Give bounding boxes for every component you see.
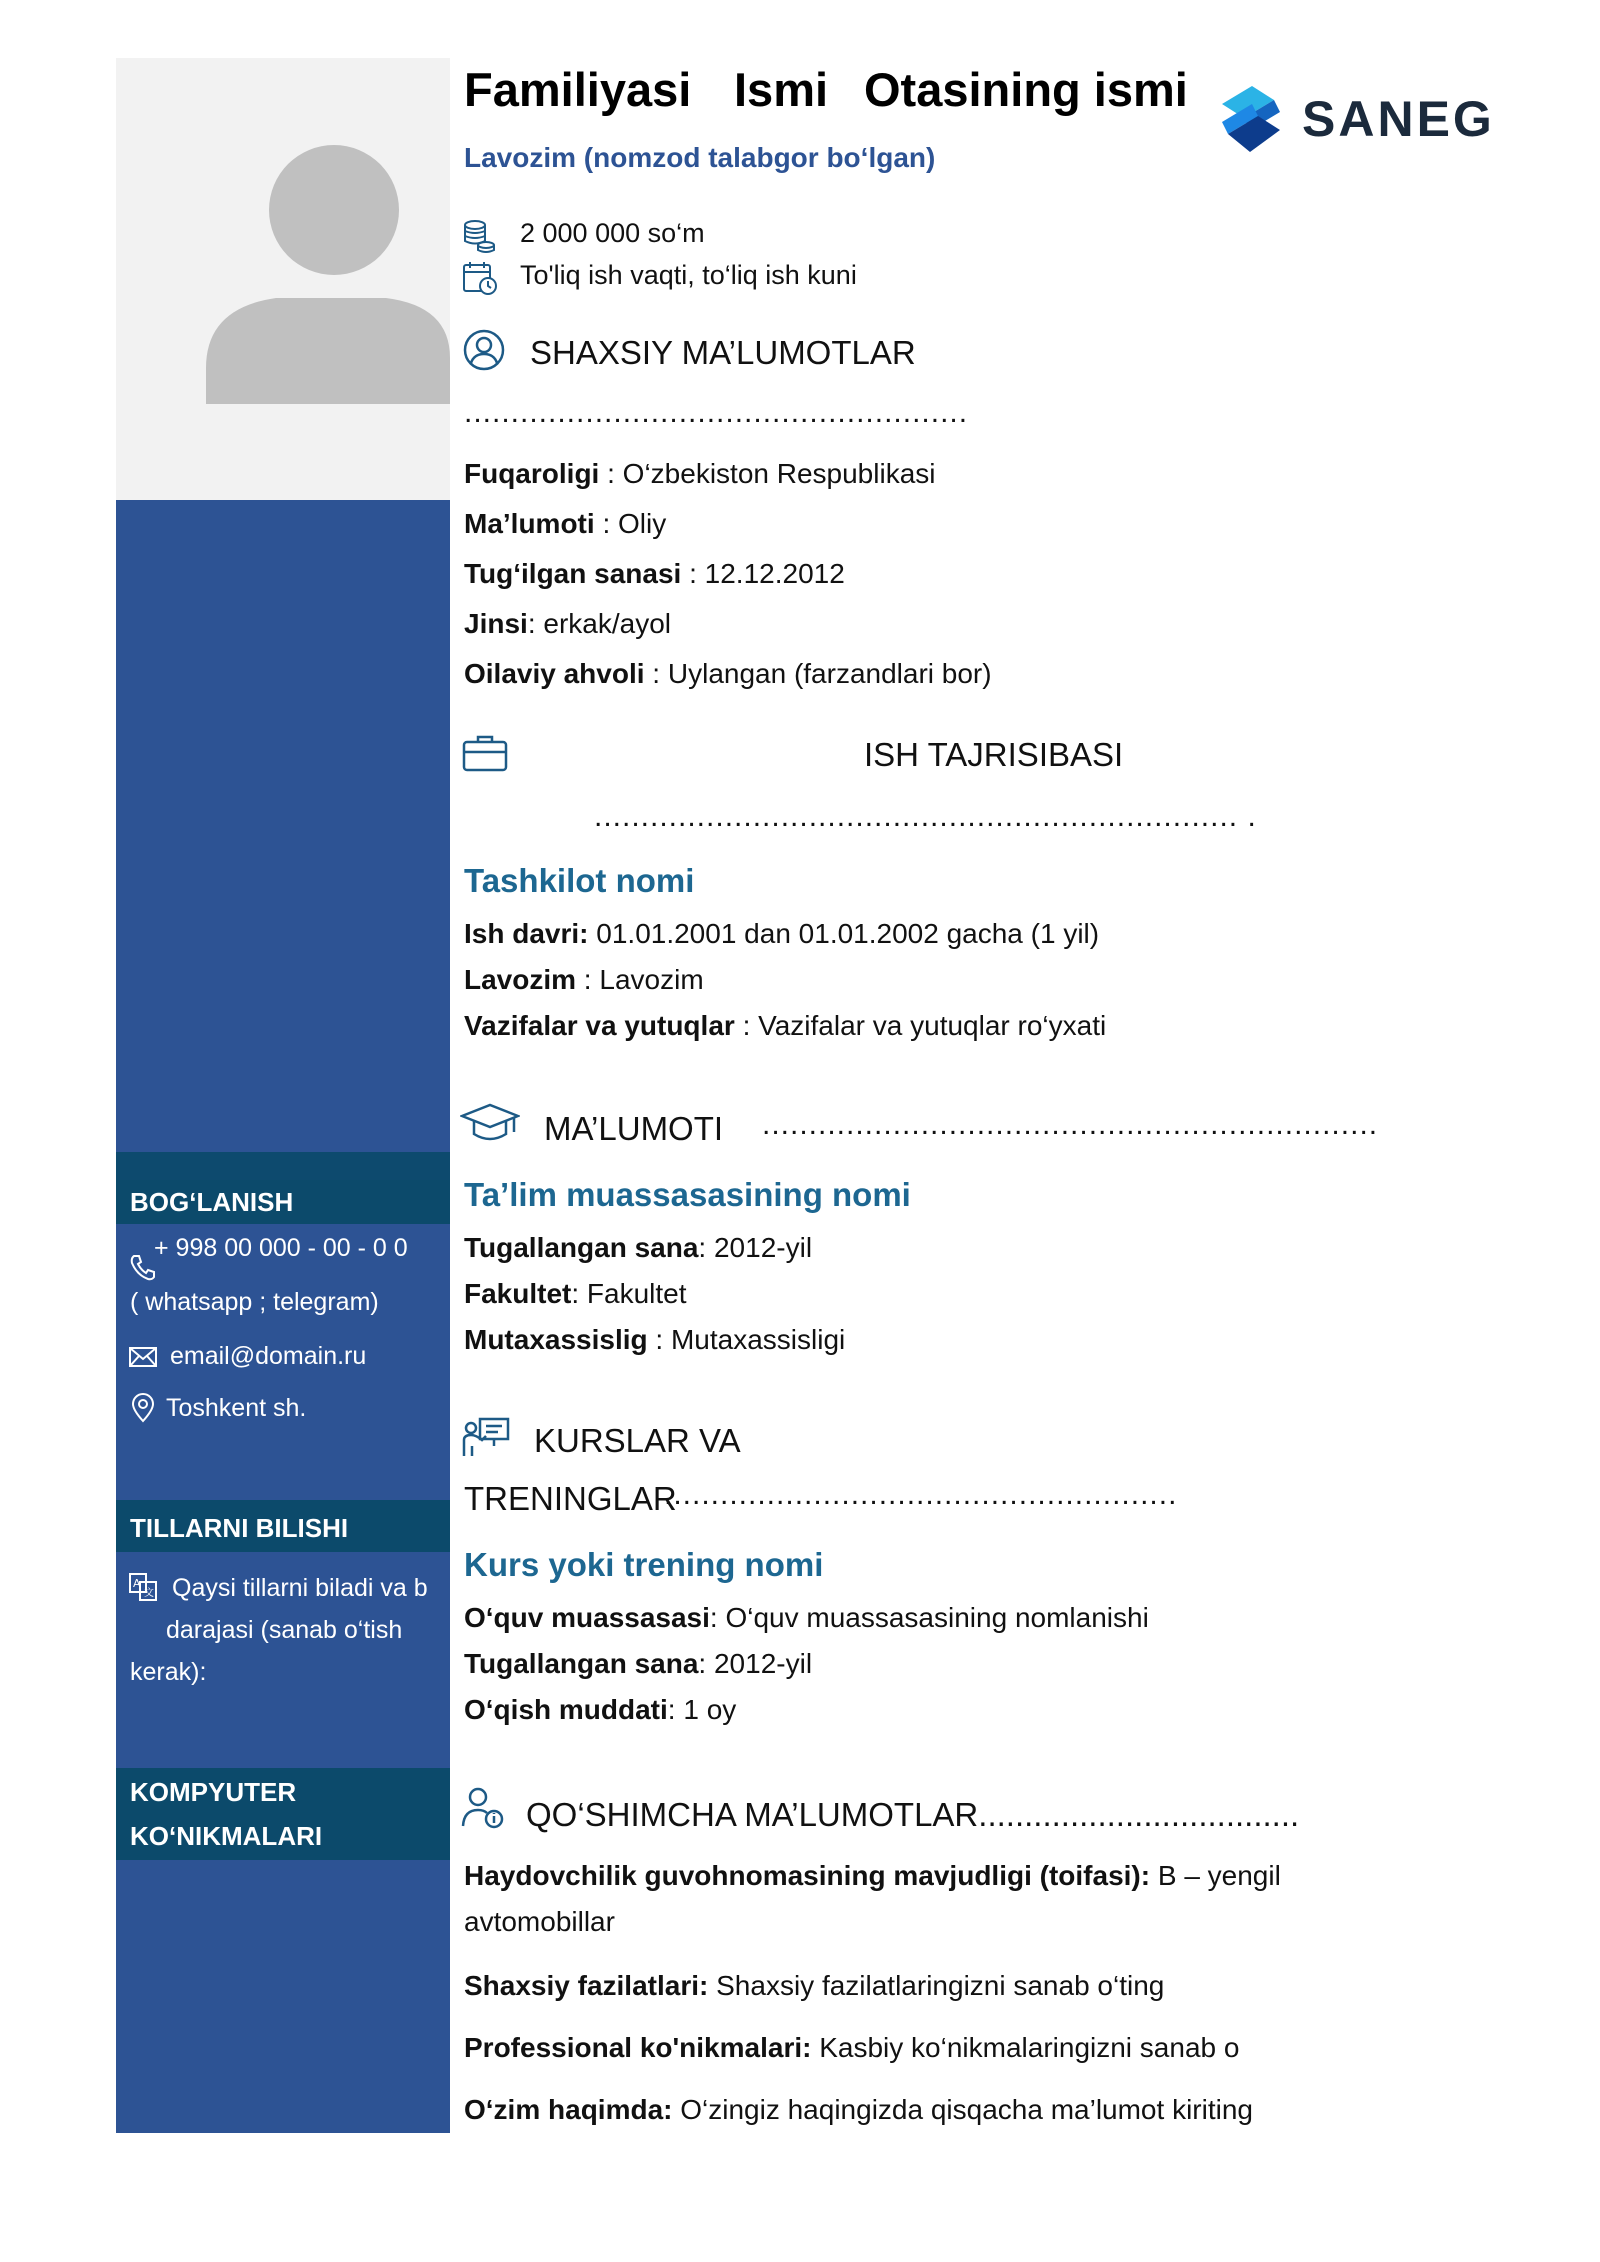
info-row-separator: :	[647, 1324, 671, 1355]
sidebar	[116, 500, 450, 2133]
languages-line3: kerak):	[130, 1658, 207, 1686]
briefcase-icon	[462, 734, 508, 772]
info-row-label: Jinsi	[464, 608, 528, 639]
work-schedule: To'liq ish vaqti, to‘liq ish kuni	[520, 260, 857, 290]
info-row-label: Ma’lumoti	[464, 508, 595, 539]
driving-license	[464, 1860, 1281, 1892]
personal-info-title: SHAXSIY MA’LUMOTLAR	[530, 334, 916, 371]
languages-heading: TILLARNI BILISHI	[116, 1500, 450, 1552]
info-row-value: Shaxsiy fazilatlaringizni sanab o‘ting	[708, 1970, 1165, 2001]
info-row	[464, 1970, 1164, 2002]
info-row	[464, 2032, 1239, 2064]
info-row-label: Ish davri:	[464, 918, 589, 949]
info-row-label: O‘qish muddati	[464, 1694, 668, 1725]
info-row	[464, 1324, 845, 1356]
info-row-label: Shaxsiy fazilatlari:	[464, 1970, 709, 2001]
info-row-separator: :	[576, 964, 600, 995]
contact-city: Toshkent sh.	[166, 1394, 307, 1422]
position-title: Lavozim (nomzod talabgor bo‘lgan)	[464, 142, 936, 173]
info-row	[464, 1010, 1106, 1042]
computer-skills-heading-line2: KO‘NIKMALARI	[130, 1821, 323, 1851]
location-pin-icon	[128, 1393, 158, 1423]
info-row-separator: :	[667, 1694, 684, 1725]
organization-name: Tashkilot nomi	[464, 862, 695, 899]
info-row	[464, 964, 704, 996]
info-row-label: Oilaviy ahvoli	[464, 658, 645, 689]
info-row-label: Fuqaroligi	[464, 458, 600, 489]
info-row-label: Vazifalar va yutuqlar	[464, 1010, 735, 1041]
contact-heading: BOG‘LANISH	[116, 1180, 450, 1224]
info-row	[464, 508, 666, 540]
first-name: Ismi	[734, 63, 829, 116]
user-info-icon	[460, 1786, 506, 1830]
sidebar-strip	[116, 1152, 450, 1180]
info-row	[464, 918, 1099, 950]
additional-title: QO‘SHIMCHA MA’LUMOTLAR	[526, 1796, 979, 1833]
info-row	[464, 1694, 736, 1726]
info-row	[464, 1232, 812, 1264]
avatar-icon	[116, 58, 450, 500]
info-row-value: erkak/ayol	[543, 608, 671, 639]
contact-phone: + 998 00 000 - 00 - 0 0	[154, 1234, 408, 1262]
info-row-value: Vazifalar va yutuqlar ro‘yxati	[758, 1010, 1107, 1041]
info-row-label: Tug‘ilgan sanasi	[464, 558, 682, 589]
svg-text:A: A	[133, 1577, 141, 1590]
education-dots: ..................................................................	[762, 1108, 1379, 1141]
info-row-separator: :	[698, 1232, 714, 1263]
driving-license-value: B – yengil	[1150, 1860, 1281, 1891]
info-row-value: 1 oy	[683, 1694, 737, 1725]
courses-title-line2: TRENINGLAR	[464, 1480, 677, 1517]
info-row	[464, 2094, 1253, 2126]
info-row	[464, 1278, 687, 1310]
info-row	[464, 458, 935, 490]
info-row-separator: :	[571, 1278, 587, 1309]
coins-icon	[462, 219, 496, 255]
info-row-separator: :	[527, 608, 544, 639]
info-row-value: Mutaxassisligi	[670, 1324, 846, 1355]
contact-email: email@domain.ru	[170, 1342, 367, 1370]
info-row-value: Uylangan (farzandlari bor)	[667, 658, 992, 689]
info-row-value: Kasbiy ko‘nikmalaringizni sanab o	[811, 2032, 1240, 2063]
info-row-value: O‘zingiz haqingizda qisqacha ma’lumot kiriting	[672, 2094, 1253, 2125]
info-row-value: 12.12.2012	[704, 558, 845, 589]
info-row-separator: :	[599, 458, 623, 489]
translate-icon	[128, 1572, 158, 1602]
contact-messengers: ( whatsapp ; telegram)	[130, 1288, 379, 1316]
info-row-label: Professional ko'nikmalari:	[464, 2032, 812, 2063]
info-row	[464, 1648, 812, 1680]
email-icon	[128, 1342, 158, 1372]
info-row-separator: :	[734, 1010, 759, 1041]
training-presentation-icon	[462, 1416, 510, 1458]
education-title: MA’LUMOTI	[544, 1110, 724, 1147]
info-row-label: O‘quv muassasasi	[464, 1602, 710, 1633]
info-row-label: O‘zim haqimda:	[464, 2094, 673, 2125]
info-row-value: Lavozim	[599, 964, 704, 995]
additional-title-line	[526, 1796, 1299, 1834]
saneg-logo-icon	[1218, 82, 1284, 158]
graduation-cap-icon	[460, 1102, 520, 1148]
info-row	[464, 658, 992, 690]
svg-text:文: 文	[144, 1588, 154, 1599]
driving-license-label: Haydovchilik guvohnomasining mavjudligi (toifasi):	[464, 1860, 1151, 1891]
info-row-label: Tugallangan sana	[464, 1232, 699, 1263]
info-row-label: Lavozim	[464, 964, 577, 995]
experience-title: ISH TAJRISIBASI	[864, 736, 1124, 773]
calendar-clock-icon	[462, 260, 498, 296]
info-row-value: Oliy	[618, 508, 667, 539]
computer-skills-heading	[116, 1768, 450, 1860]
saneg-logo-text: SANEG	[1302, 91, 1495, 147]
institution-name: Ta’lim muassasasining nomi	[464, 1176, 911, 1213]
info-row-value: O‘quv muassasasining nomlanishi	[725, 1602, 1149, 1633]
info-row-value: 2012-yil	[713, 1648, 813, 1679]
salary: 2 000 000 so‘m	[520, 218, 705, 248]
info-row-value: 2012-yil	[713, 1232, 813, 1263]
info-row-separator: :	[698, 1648, 714, 1679]
languages-line2: darajasi (sanab o‘tish	[166, 1616, 403, 1644]
info-row-separator: :	[644, 658, 668, 689]
patronymic: Otasining ismi	[864, 63, 1188, 116]
info-row-separator: :	[709, 1602, 726, 1633]
computer-skills-heading-line1: KOMPYUTER	[130, 1777, 297, 1807]
info-row-value: 01.01.2001 dan 01.01.2002 gacha (1 yil)	[596, 918, 1100, 949]
experience-dots: ..................................................................... .	[594, 800, 1257, 833]
courses-title-line1: KURSLAR VA	[534, 1422, 741, 1459]
personal-info-dots: ......................................................	[464, 396, 969, 429]
info-row	[464, 1602, 1149, 1634]
info-row-label: Tugallangan sana	[464, 1648, 699, 1679]
info-row	[464, 558, 845, 590]
info-row-value: Fakultet	[586, 1278, 687, 1309]
info-row-separator: :	[681, 558, 705, 589]
user-circle-icon	[462, 328, 506, 372]
info-row-label: Mutaxassislig	[464, 1324, 648, 1355]
driving-license-value-line2: avtomobillar	[464, 1906, 615, 1937]
additional-dots: ...................................	[978, 1796, 1300, 1833]
course-name: Kurs yoki trening nomi	[464, 1546, 824, 1583]
info-row-label: Fakultet	[464, 1278, 572, 1309]
info-row	[464, 608, 671, 640]
surname: Familiyasi	[464, 63, 692, 116]
languages-line1: Qaysi tillarni biladi va b	[172, 1574, 428, 1602]
info-row-separator: :	[594, 508, 619, 539]
courses-dots: .......................................................	[664, 1478, 1178, 1511]
info-row-value: O‘zbekiston Respublikasi	[622, 458, 936, 489]
profile-photo-placeholder	[116, 58, 450, 500]
